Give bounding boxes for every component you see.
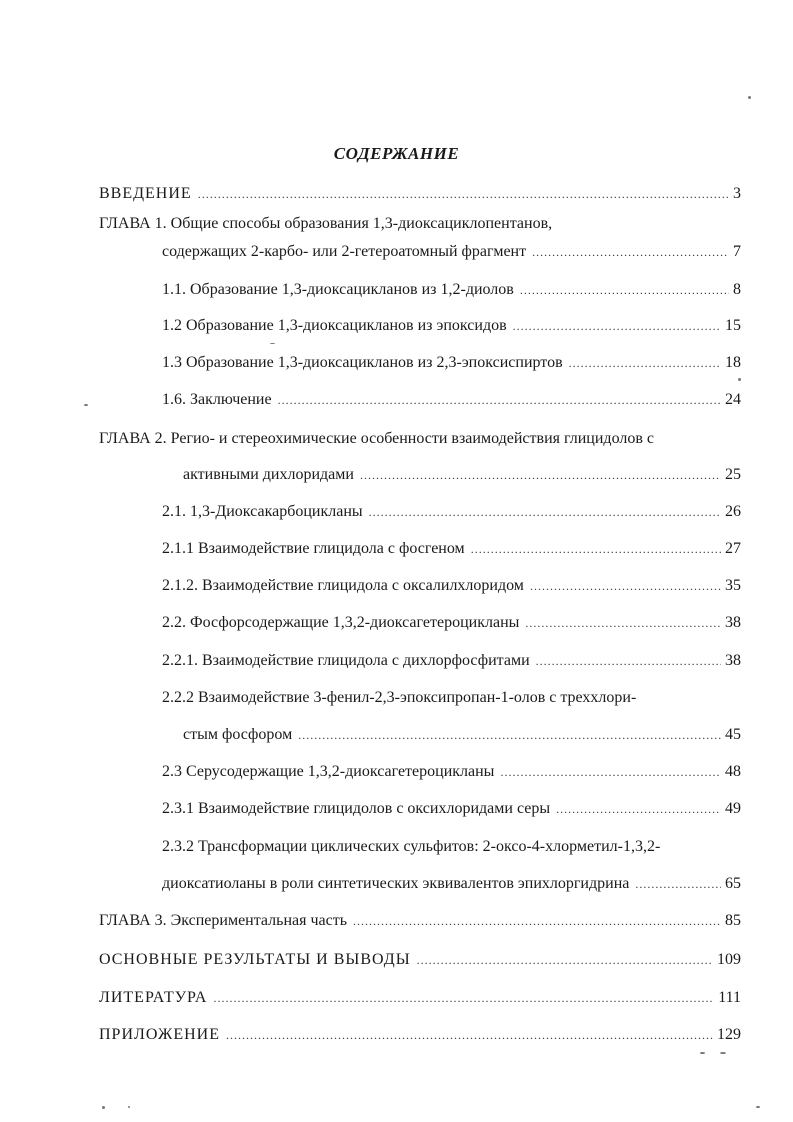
toc-entry-2-1-1 — [162, 539, 741, 559]
toc-entry-text: ОСНОВНЫЕ РЕЗУЛЬТАТЫ И ВЫВОДЫ — [99, 951, 411, 968]
scan-speck — [756, 1106, 760, 1108]
scan-speck — [738, 378, 741, 381]
toc-entry-2-2-2-line1: 2.2.2 Взаимодействие 3-фенил-2,3-эпоксипропан-1-олов с треххлори- — [162, 689, 637, 706]
leader-dots — [198, 184, 729, 204]
toc-entry-1-3 — [162, 353, 741, 373]
toc-page-number: 26 — [725, 503, 741, 520]
toc-entry-2-3-2-line1: 2.3.2 Трансформации циклических сульфитов: 2-оксо-4-хлорметил-1,3,2- — [162, 838, 661, 855]
leader-dots — [360, 465, 721, 485]
leader-dots — [635, 874, 721, 894]
leader-dots — [417, 950, 713, 970]
leader-dots — [520, 280, 729, 300]
toc-entry-intro — [99, 184, 741, 204]
toc-entry-text: ПРИЛОЖЕНИЕ — [99, 1026, 221, 1043]
toc-page-number: 27 — [725, 540, 741, 557]
leader-dots — [569, 353, 721, 373]
scan-speck — [720, 1052, 726, 1054]
toc-entry-text: ЛИТЕРАТУРА — [99, 989, 208, 1006]
toc-page-number: 49 — [725, 800, 741, 817]
toc-entry-text: 2.1.2. Взаимодействие глицидола с оксалилхлоридом — [162, 577, 524, 594]
toc-entry-2-2-2 — [183, 725, 741, 745]
toc-entry-2-3 — [162, 762, 741, 782]
toc-page-number: 38 — [725, 614, 741, 631]
scan-speck — [84, 404, 88, 406]
toc-page-number: 7 — [733, 243, 741, 260]
scan-speck — [748, 96, 751, 99]
leader-dots — [532, 242, 729, 262]
toc-entry-2-3-2 — [162, 874, 741, 894]
toc-entry-2-2 — [162, 613, 741, 633]
toc-entry-text: 2.3.1 Взаимодействие глицидолов с оксихлоридами серы — [162, 800, 551, 817]
toc-entry-chapter2 — [183, 465, 741, 485]
leader-dots — [226, 1025, 713, 1045]
toc-page-number: 35 — [725, 577, 741, 594]
leader-dots — [500, 762, 721, 782]
toc-entry-chapter1 — [162, 242, 741, 262]
leader-dots — [536, 651, 721, 671]
toc-entry-chapter3 — [99, 911, 741, 931]
toc-entry-text: содержащих 2-карбо- или 2-гетероатомный фрагмент — [162, 243, 527, 260]
toc-page-number: 38 — [725, 652, 741, 669]
leader-dots — [471, 539, 721, 559]
scan-speck — [102, 1106, 105, 1109]
toc-entry-text: ВВЕДЕНИЕ — [99, 185, 192, 202]
toc-entry-text: 1.2 Образование 1,3-диоксацикланов из эпоксидов — [162, 317, 507, 334]
toc-entry-literature — [99, 988, 741, 1008]
scan-speck — [270, 343, 275, 344]
toc-page-number: 109 — [717, 951, 741, 968]
leader-dots — [213, 988, 714, 1008]
toc-page-number: 85 — [725, 912, 741, 929]
toc-entry-text: 1.3 Образование 1,3-диоксацикланов из 2,3-эпоксиспиртов — [162, 354, 563, 371]
toc-page-number: 8 — [733, 281, 741, 298]
toc-page-number: 24 — [725, 391, 741, 408]
toc-entry-results — [99, 950, 741, 970]
toc-entry-text: 2.1. 1,3-Диоксакарбоцикланы — [162, 503, 363, 520]
toc-entry-2-1 — [162, 502, 741, 522]
toc-entry-text: стым фосфором — [183, 726, 293, 743]
scan-speck — [128, 1106, 130, 1108]
toc-page-number: 65 — [725, 875, 741, 892]
toc-entry-text: 2.2.1. Взаимодействие глицидола с дихлорфосфитами — [162, 652, 530, 669]
leader-dots — [513, 316, 721, 336]
toc-entry-1-1 — [162, 280, 741, 300]
toc-entry-2-1-2 — [162, 576, 741, 596]
toc-entry-text: 2.1.1 Взаимодействие глицидола с фосгеном — [162, 540, 465, 557]
toc-page-number: 48 — [725, 763, 741, 780]
toc-page-number: 45 — [725, 726, 741, 743]
toc-page-number: 18 — [725, 354, 741, 371]
toc-page-number: 111 — [718, 989, 741, 1006]
leader-dots — [525, 613, 721, 633]
toc-page-number: 3 — [733, 185, 741, 202]
page-title: СОДЕРЖАНИЕ — [333, 144, 460, 163]
toc-entry-text: 2.2. Фосфорсодержащие 1,3,2-диоксагетероцикланы — [162, 614, 520, 631]
toc-entry-2-3-1 — [162, 799, 741, 819]
toc-page-number: 25 — [725, 466, 741, 483]
toc-page-number: 129 — [717, 1026, 741, 1043]
toc-entry-2-2-1 — [162, 651, 741, 671]
toc-entry-text: диоксатиоланы в роли синтетических эквивалентов эпихлоргидрина — [162, 875, 630, 892]
toc-entry-1-2 — [162, 316, 741, 336]
toc-entry-text: ГЛАВА 3. Экспериментальная часть — [99, 912, 347, 929]
toc-entry-text: 2.3 Серусодержащие 1,3,2-диоксагетероцикланы — [162, 763, 495, 780]
toc-page-number: 15 — [725, 317, 741, 334]
leader-dots — [369, 502, 721, 522]
toc-entry-appendix — [99, 1025, 741, 1045]
toc-entry-chapter2-line1: ГЛАВА 2. Регио- и стереохимические особенности взаимодействия глицидолов с — [99, 430, 654, 447]
leader-dots — [298, 725, 721, 745]
toc-entry-1-6 — [162, 390, 741, 410]
leader-dots — [353, 911, 721, 931]
leader-dots — [530, 576, 721, 596]
leader-dots — [556, 799, 721, 819]
toc-entry-text: активными дихлоридами — [183, 466, 354, 483]
toc-entry-chapter1-line1: ГЛАВА 1. Общие способы образования 1,3-диоксациклопентанов, — [99, 215, 553, 232]
toc-entry-text: 1.1. Образование 1,3-диоксацикланов из 1,2-диолов — [162, 281, 514, 298]
scan-speck — [700, 1052, 705, 1054]
leader-dots — [278, 390, 721, 410]
toc-entry-text: 1.6. Заключение — [162, 391, 272, 408]
